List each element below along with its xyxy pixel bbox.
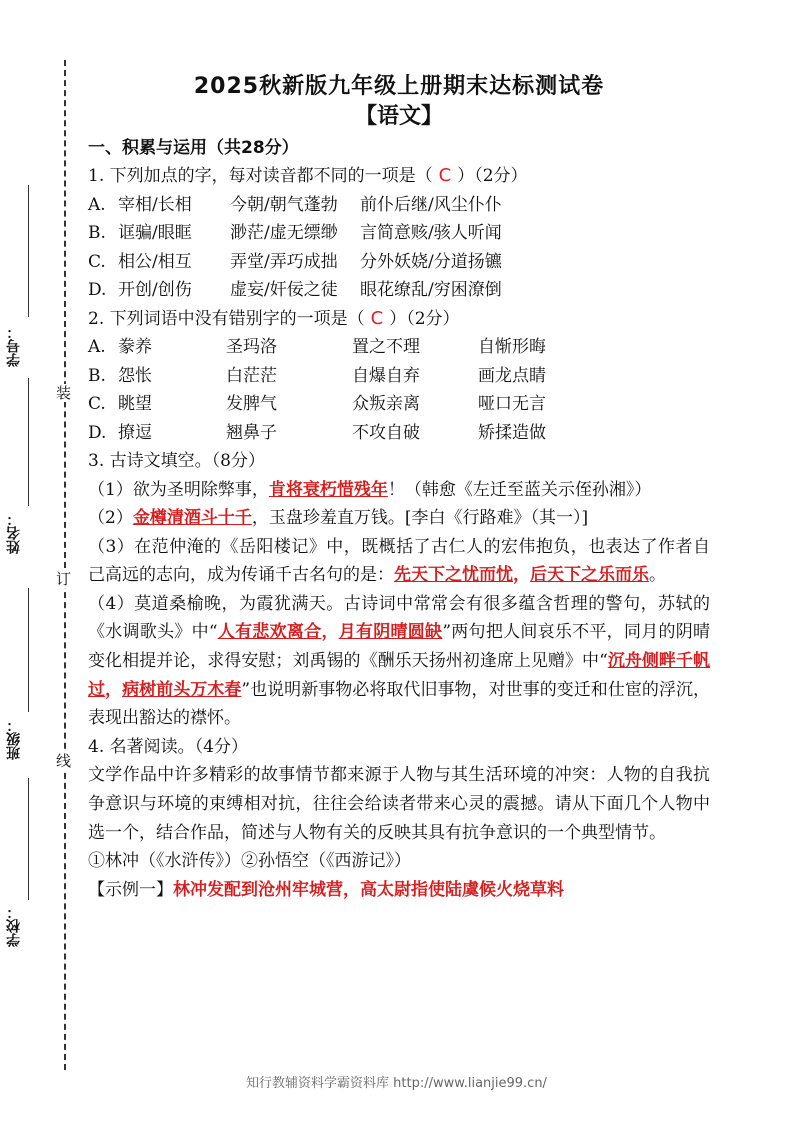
name-blank xyxy=(28,378,29,506)
question-1-stem: 1. 下列加点的字，每对读音都不同的一项是（ C ）（2分） xyxy=(88,165,528,186)
question-1-option: C. 相公/相互 弄堂/弄巧成拙 分外妖娆/分道扬镳 xyxy=(88,251,502,272)
question-3-part-1: （1）欲为圣明除弊事，肯将衰朽惜残年！（韩愈《左迁至蓝关示侄孙湘》） xyxy=(88,479,652,500)
school-label: 学校： xyxy=(6,905,22,947)
question-2-answer: C xyxy=(370,307,384,329)
binding-dashed-line xyxy=(64,60,66,1070)
question-2-option: D. 撩逗 翘鼻子 不攻自破 矫揉造做 xyxy=(88,422,546,443)
binding-word-zhuang: 装 xyxy=(56,384,72,402)
question-3-part-2: （2）金樽清酒斗十千，玉盘珍羞直万钱。[李白《行路难》（其一）] xyxy=(88,508,589,529)
school-blank xyxy=(28,778,29,900)
binding-word-ding: 订 xyxy=(56,570,72,588)
answer-text: 人有悲欢离合 xyxy=(217,622,322,643)
question-4-example: 【示例一】林冲发配到沧州牢城营，高太尉指使陆虞候火烧草料 xyxy=(88,879,564,900)
footer-watermark: 知行教辅资料学霸资料库 http://www.lianjie99.cn/ xyxy=(246,1076,547,1091)
question-1-answer: C xyxy=(438,165,452,186)
exam-content xyxy=(88,72,710,904)
question-2-option: B. 怨怅 白茫茫 自爆自弃 画龙点睛 xyxy=(88,365,546,386)
question-4-description: 文学作品中许多精彩的故事情节都来源于人物与其生活环境的冲突：人物的自我抗争意识与环境的束缚相对抗，往往会给读者带来心灵的震撼。请从下面几个人物中选一个，结合作品，简述与人物有关的反映其具有抗争意识的一个典型情节。 xyxy=(88,765,710,843)
answer-text: 月有阴晴圆缺 xyxy=(338,622,443,643)
question-4-choices: ①林冲（《水浒传》）②孙悟空（《西游记》） xyxy=(88,851,411,872)
exam-subject: 【语文】 xyxy=(354,104,443,129)
question-2-option: C. 眺望 发脾气 众叛亲离 哑口无言 xyxy=(88,394,546,414)
section-title: 一、积累与运用（共28分） xyxy=(88,138,299,158)
answer-text: 肯将衰朽惜残年 xyxy=(268,479,388,500)
answer-text: 林冲发配到沧州牢城营，高太尉指使陆虞候火烧草料 xyxy=(173,879,564,900)
answer-text: 病树前头万木春 xyxy=(122,679,242,700)
question-3-part-3: （3）在范仲淹的《岳阳楼记》中，既概括了古仁人的宏伟抱负，也表达了作者自己高远的志向，成为传诵千古名句的是：先天下之忧而忧，后天下之乐而乐。 xyxy=(88,536,710,586)
question-3-stem: 3. 古诗文填空。（8分） xyxy=(88,451,265,471)
question-3-part-4: （4）莫道桑榆晚，为霞犹满天。古诗词中常常会有很多蕴含哲理的警句，苏轼的《水调歌头》中“人有悲欢离合，月有阴晴圆缺”两句把人间哀乐不平，同月的阴晴变化相提并论，求得安慰；刘禹锡的《酬乐天扬州初逢席上见赠》中“沉舟侧畔千帆过，病树前头万木春”也说明新事物必将取代旧事物，对世事的变迁和仕宦的浮沉，表现出豁达的襟怀。 xyxy=(88,593,711,729)
binding-word-xian: 线 xyxy=(56,752,72,770)
question-2-stem: 2. 下列词语中没有错别字的一项是（ C ）（2分） xyxy=(88,307,460,329)
name-label: 姓名： xyxy=(6,512,22,554)
answer-text: 沉舟侧畔千帆过 xyxy=(88,651,710,700)
question-1-option: D. 开创/创伤 虚妄/奸佞之徒 眼花缭乱/穷困潦倒 xyxy=(88,280,502,300)
question-1-option: B. 诓骗/眼眶 渺茫/虚无缥缈 言简意赅/骇人听闻 xyxy=(88,223,502,243)
answer-text: 先天下之忧而忧 xyxy=(394,565,513,586)
class-blank xyxy=(28,588,29,712)
exam-title: 2025秋新版九年级上册期末达标测试卷 xyxy=(193,74,605,99)
question-4-stem: 4. 名著阅读。（4分） xyxy=(88,736,248,757)
question-1-option: A. 宰相/长相 今朝/朝气蓬勃 前仆后继/风尘仆仆 xyxy=(88,194,502,215)
question-2-option: A. 豢养 圣玛洛 置之不理 自惭形晦 xyxy=(88,337,546,357)
answer-text: 后天下之乐而乐 xyxy=(530,565,649,586)
student-id-label: 学号： xyxy=(6,325,22,367)
class-label: 班级： xyxy=(6,718,22,760)
student-id-blank xyxy=(28,185,29,317)
answer-text: 金樽清酒斗十千 xyxy=(132,508,252,529)
